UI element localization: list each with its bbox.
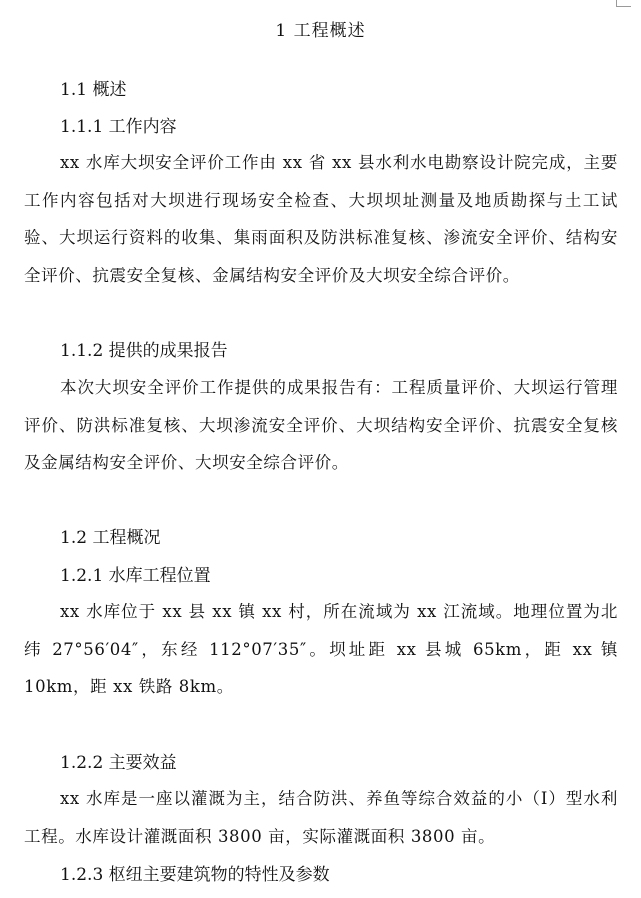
paragraph-work-content: xx 水库大坝安全评价工作由 xx 省 xx 县水利水电勘察设计院完成，主要工作内容包括对大坝进行现场安全检查、大坝坝址测量及地质勘探与土工试验、大坝运行资料的收集、集雨面积及防洪标准复核、渗流安全评价、结构安全评价、抗震安全复核、金属结构安全评价及大坝安全综合评价。 — [24, 153, 618, 285]
section-heading-1-2-1: 1.2.1 水库工程位置 — [60, 566, 211, 586]
section-heading-1-2-3: 1.2.3 枢纽主要建筑物的特性及参数 — [60, 865, 330, 885]
section-heading-1-1-1: 1.1.1 工作内容 — [60, 117, 177, 137]
section-heading-1-1-2: 1.1.2 提供的成果报告 — [60, 341, 228, 361]
paragraph-location: xx 水库位于 xx 县 xx 镇 xx 村，所在流域为 xx 江流域。地理位置为北纬 27°56′04″，东经 112°07′35″。坝址距 xx 县城 65km，距 xx 镇 10km，距 xx 铁路 8km。 — [24, 602, 618, 696]
paragraph-reports: 本次大坝安全评价工作提供的成果报告有：工程质量评价、大坝运行管理评价、防洪标准复核、大坝渗流安全评价、大坝结构安全评价、抗震安全复核及金属结构安全评价、大坝安全综合评价。 — [24, 378, 618, 472]
paragraph-benefits: xx 水库是一座以灌溉为主，结合防洪、养鱼等综合效益的小（Ⅰ）型水利工程。水库设计灌溉面积 3800 亩，实际灌溉面积 3800 亩。 — [24, 789, 618, 846]
page-corner-mark — [616, 0, 631, 7]
chapter-title: 1 工程概述 — [275, 21, 366, 41]
section-heading-1-1: 1.1 概述 — [60, 80, 127, 100]
section-heading-1-2-2: 1.2.2 主要效益 — [60, 753, 177, 773]
section-heading-1-2: 1.2 工程概况 — [60, 528, 161, 548]
